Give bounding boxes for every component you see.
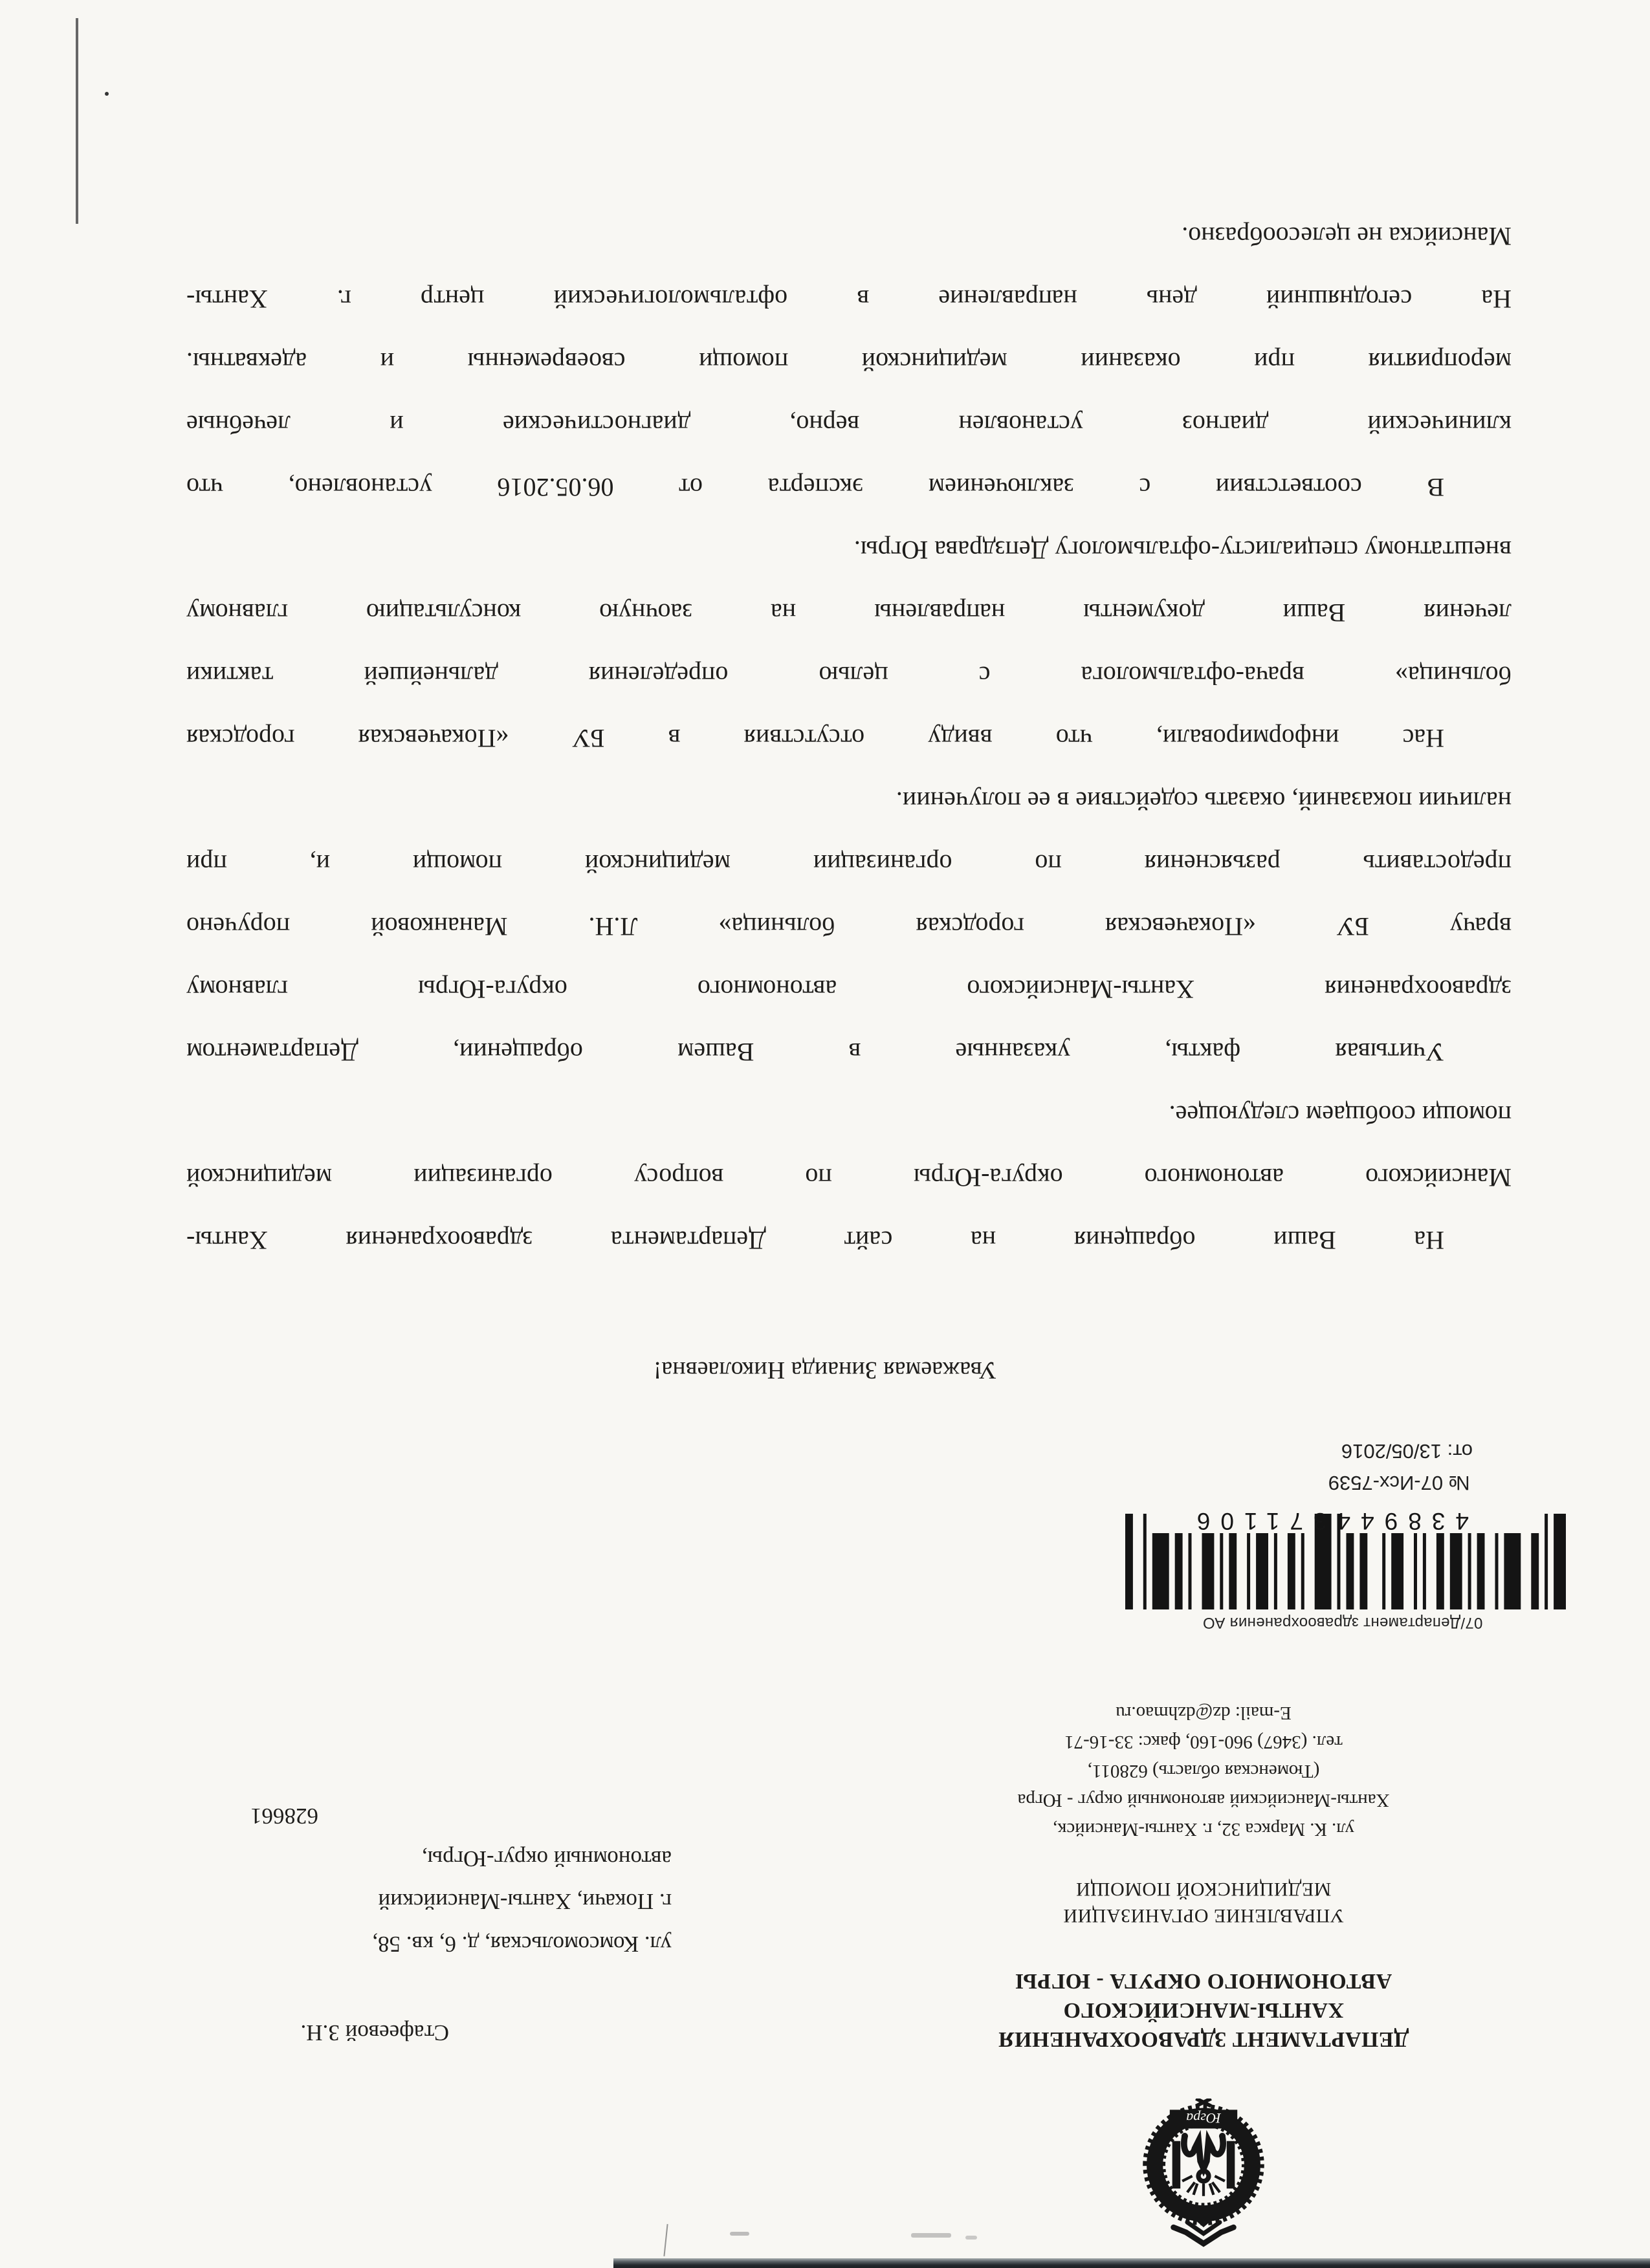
scan-edge-line-artifact (76, 18, 78, 224)
scan-speck-artifact (105, 92, 109, 96)
body-line: Мансийского автономного округа-Югры по вопросу организации медицинской (186, 1163, 1512, 1192)
barcode-digits: 438944371106 (1186, 1508, 1469, 1534)
hmao-coat-of-arms-icon (1135, 2099, 1272, 2249)
paragraph (186, 1084, 1512, 1272)
letter-body (186, 205, 1512, 1272)
division-name (912, 1876, 1495, 1929)
body-line: В соответствии с заключением эксперта от 06.05.2016 установлено, что (186, 473, 1444, 502)
text-line: ул. Комсомольская, д. 6, кв. 58, (372, 1932, 672, 1957)
text-line: ДЕПАРТАМЕНТ ЗДРАВООХРАНЕНИЯ (998, 2027, 1409, 2051)
letterhead (912, 1698, 1495, 2249)
body-line: Учитывая факты, указанные в Вашем обращении, Департаментом (186, 1038, 1444, 1067)
scan-smudge-artifact (911, 2233, 951, 2238)
body-line: врачу БУ «Покачевская городская больница» Л.Н. Мананковой поручено (186, 912, 1512, 941)
body-line: помощи сообщаем следующее. (1169, 1100, 1512, 1129)
text-line: 628661 (250, 1804, 318, 1829)
body-line: Мансийска не целесообразно. (1182, 222, 1512, 251)
text-line: г. Покачи, Ханты-Мансийский (378, 1889, 672, 1914)
letterhead-address (912, 1698, 1495, 1844)
text-line: E-mail: dz@dzhmao.ru (1116, 1703, 1292, 1723)
body-line: больница» врача-офтальмолога с целью определения дальнейшей тактики (186, 661, 1512, 690)
salutation: Уважаемая Зинаида Николаевна! (653, 1357, 997, 1384)
text-line: тел. (3467) 960-160, факс: 33-16-71 (1064, 1732, 1343, 1752)
outgoing-number: № 07-Исх-7539 (1328, 1472, 1470, 1494)
barcode-block (1114, 1439, 1571, 1631)
body-line: предоставить разъяснения по организации медицинской помощи и, при (186, 849, 1512, 878)
text-line: МЕДИЦИНСКОЙ ПОМОЩИ (1075, 1879, 1332, 1900)
paragraph (186, 205, 1512, 519)
body-line: На Ваши обращения на сайт Департамента здравоохранения Ханты- (186, 1226, 1444, 1255)
paragraph (186, 770, 1512, 1084)
body-line: лечения Ваши документы направлены на заочную консультацию главному (186, 598, 1512, 627)
letter-date: от: 13/05/2016 (1341, 1440, 1473, 1463)
body-line: наличии показаний, оказать содействие в ее получении. (896, 787, 1512, 816)
scanner-edge-strip (613, 2258, 1650, 2268)
text-line: Ханты-Мансийский автономный округ - Югра (1017, 1790, 1390, 1811)
text-line: УПРАВЛЕНИЕ ОРГАНИЗАЦИИ (1062, 1905, 1345, 1926)
barcode-label: 07/Департамент здравоохранения АО (1202, 1614, 1483, 1631)
body-line: мероприятия при оказании медицинской помощи своевременны и адекватны. (186, 347, 1512, 376)
body-line: здравоохранения Ханты-Мансийского автономного округа-Югры главному (186, 975, 1512, 1004)
paragraph (186, 519, 1512, 770)
addressee-name: Стафеевой З.Н. (300, 2020, 449, 2045)
scan-smudge-artifact (730, 2232, 749, 2236)
body-line: Нас информировали, что ввиду отсутствия в БУ «Покачевская городская (186, 724, 1444, 753)
body-line: На сегодняшний день направление в офтальмологический центр г. Ханты- (186, 285, 1512, 314)
department-name (912, 1967, 1495, 2054)
scan-smudge-artifact (965, 2236, 977, 2240)
text-line: АВТОНОМНОГО ОКРУГА - ЮГРЫ (1015, 1969, 1392, 1993)
text-line: (Тюменская область) 628011, (1087, 1761, 1320, 1782)
emblem-banner-text: Югра (1186, 2110, 1221, 2127)
addressee-address (250, 1794, 672, 1965)
text-line: ХАНТЫ-МАНСИЙСКОГО (1063, 1998, 1345, 2022)
text-line: автономный округ-Югры, (421, 1846, 672, 1871)
body-line: внештатному специалисту-офтальмологу Депздрава Югры. (853, 536, 1512, 565)
text-line: ул. К. Маркса 32, г. Ханты-Мансийск, (1053, 1819, 1354, 1840)
body-line: клинический диагноз установлен верно, диагностические и лечебные (186, 410, 1512, 439)
